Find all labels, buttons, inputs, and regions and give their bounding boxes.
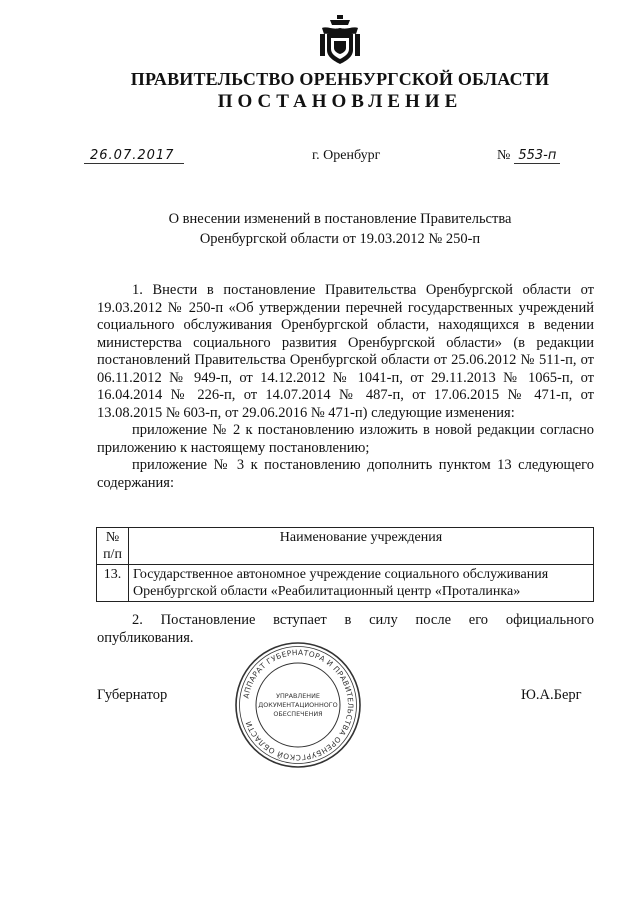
official-stamp xyxy=(232,640,364,770)
number-sign: № xyxy=(497,148,511,163)
table-row xyxy=(97,565,594,602)
document-subject xyxy=(160,209,520,249)
stamp-center-line-1: УПРАВЛЕНИЕ xyxy=(276,692,320,700)
header-number-cell xyxy=(97,528,129,565)
paragraph-1-item-a: приложение № 2 к постановлению изложить в новой редакции согласно приложению к настоящему постановлению; xyxy=(97,422,594,456)
stamp-center-line-2: ДОКУМЕНТАЦИОННОГО xyxy=(258,701,338,709)
document-city: г. Оренбург xyxy=(312,148,381,163)
subject-line-1: О внесении изменений в постановление Правительства xyxy=(168,211,512,227)
signatory-name: Ю.А.Берг xyxy=(521,687,582,703)
coat-of-arms-emblem xyxy=(318,14,362,66)
header-name-cell: Наименование учреждения xyxy=(129,528,594,565)
header-number-label: п/п xyxy=(103,547,122,562)
document-date: 26.07.2017 xyxy=(84,148,184,164)
stamp-center-line-3: ОБЕСПЕЧЕНИЯ xyxy=(273,710,323,718)
document-type-title: ПОСТАНОВЛЕНИЕ xyxy=(217,91,463,112)
header-number-sign: № xyxy=(105,530,120,545)
document-body xyxy=(97,282,594,492)
document-number-block xyxy=(497,148,560,164)
signatory-position: Губернатор xyxy=(97,687,168,703)
subject-line-2: Оренбургской области от 19.03.2012 № 250-п xyxy=(199,231,481,247)
government-title: ПРАВИТЕЛЬСТВО ОРЕНБУРГСКОЙ ОБЛАСТИ xyxy=(130,69,550,89)
paragraph-2: 2. Постановление вступает в силу после его официального опубликования. xyxy=(97,612,594,646)
stamp-ring-text: АППАРАТ ГУБЕРНАТОРА И ПРАВИТЕЛЬСТВА ОРЕНБУРГСКОЙ ОБЛАСТИ xyxy=(241,647,356,763)
institutions-table xyxy=(96,527,594,602)
row-name-cell: Государственное автономное учреждение социального обслуживания Оренбургской области «Реабилитационный центр «Проталинка» xyxy=(129,565,594,602)
paragraph-1: 1. Внести в постановление Правительства Оренбургской области от 19.03.2012 № 250-п «Об утверждении перечней государственных учреждений социального обслуживания Оренбургской области, находящихся в ведении министерства социального развития Оренбургской области» (в редакции постановлений Правительства Оренбургской области от 25.06.2012 № 511-п, от 06.11.2012 № 949-п, от 14.12.2012 № 1041-п, от 29.11.2013 № 1065-п, от 16.04.2014 № 226-п, от 14.07.2014 № 487-п, от 17.06.2015 № 471-п, от 13.08.2015 № 603-п, от 29.06.2016 № 471-п) следующие изменения: xyxy=(97,282,594,421)
paragraph-1-item-b: приложение № 3 к постановлению дополнить пунктом 13 следующего содержания: xyxy=(97,457,594,491)
document-number: 553-п xyxy=(514,148,560,164)
table-header-row xyxy=(97,528,594,565)
row-number-cell: 13. xyxy=(97,565,129,602)
